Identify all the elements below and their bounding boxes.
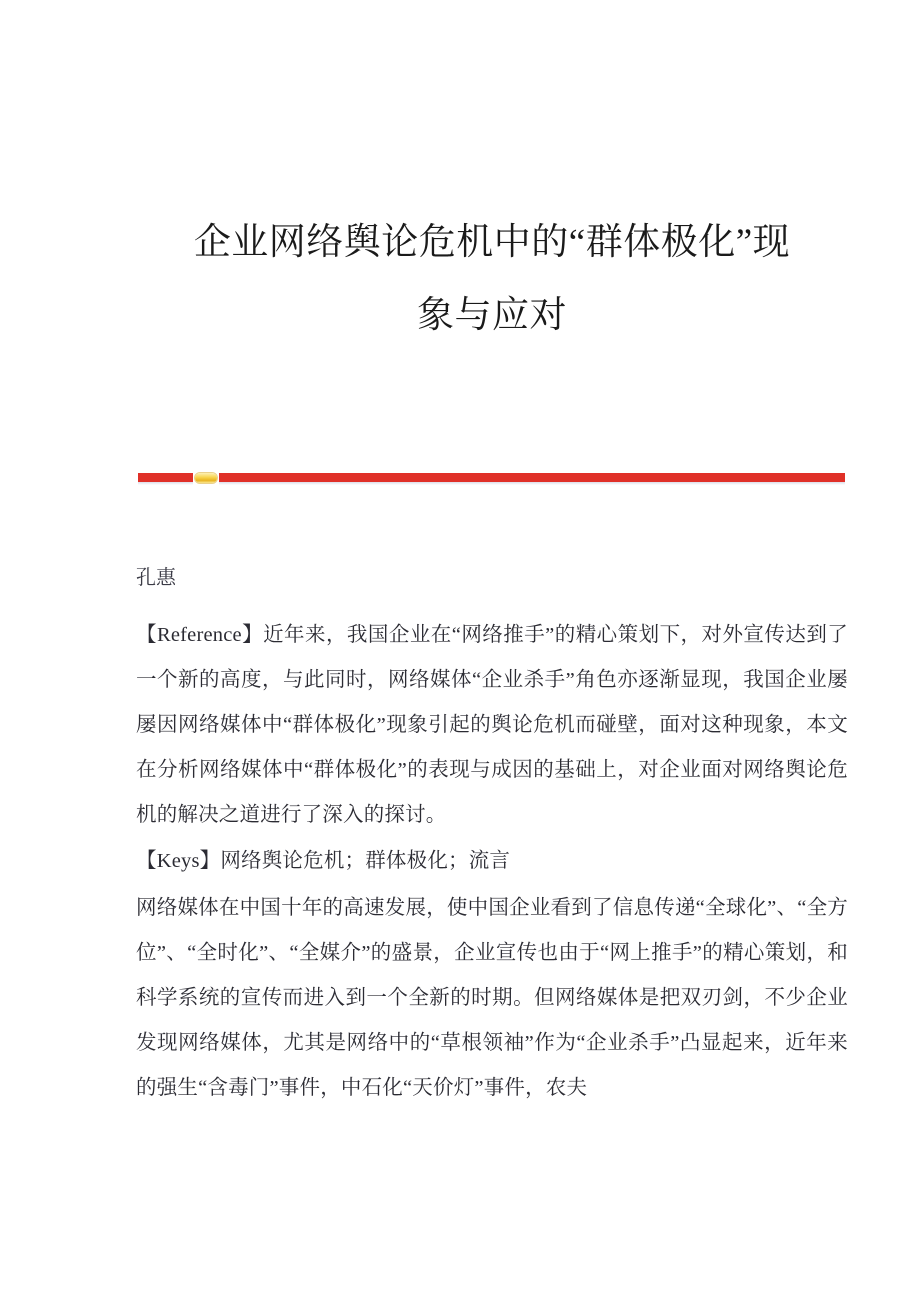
divider-red-bar <box>138 473 845 482</box>
abstract-paragraph: 【Reference】近年来，我国企业在“网络推手”的精心策划下，对外宣传达到了一个新的高度，与此同时，网络媒体“企业杀手”角色亦逐渐显现，我国企业屡屡因网络媒体中“群体极化”现象引起的舆论危机而碰壁，面对这种现象，本文在分析网络媒体中“群体极化”的表现与成因的基础上，对企业面对网络舆论危机的解决之道进行了深入的探讨。 <box>136 624 848 826</box>
page-title-line-2: 象与应对 <box>417 295 567 336</box>
keywords-paragraph: 【Keys】网络舆论危机；群体极化；流言 <box>136 850 511 872</box>
divider-shadow <box>138 482 845 485</box>
body-paragraph: 网络媒体在中国十年的高速发展，使中国企业看到了信息传递“全球化”、“全方位”、“全时化”、“全媒介”的盛景，企业宣传也由于“网上推手”的精心策划，和科学系统的宣传而进入到一个全新的时期。但网络媒体是把双刃剑，不少企业发现网络媒体，尤其是网络中的“草根领袖”作为“企业杀手”凸显起来，近年来的强生“含毒门”事件，中石化“天价灯”事件，农夫 <box>136 897 848 1099</box>
author-name: 孔惠 <box>136 567 176 589</box>
divider-gem-icon <box>195 473 217 483</box>
document-body <box>136 556 848 1112</box>
page-title <box>136 206 848 352</box>
page-title-line-1: 企业网络舆论危机中的“群体极化”现 <box>193 222 791 263</box>
ornamental-divider <box>138 470 845 488</box>
